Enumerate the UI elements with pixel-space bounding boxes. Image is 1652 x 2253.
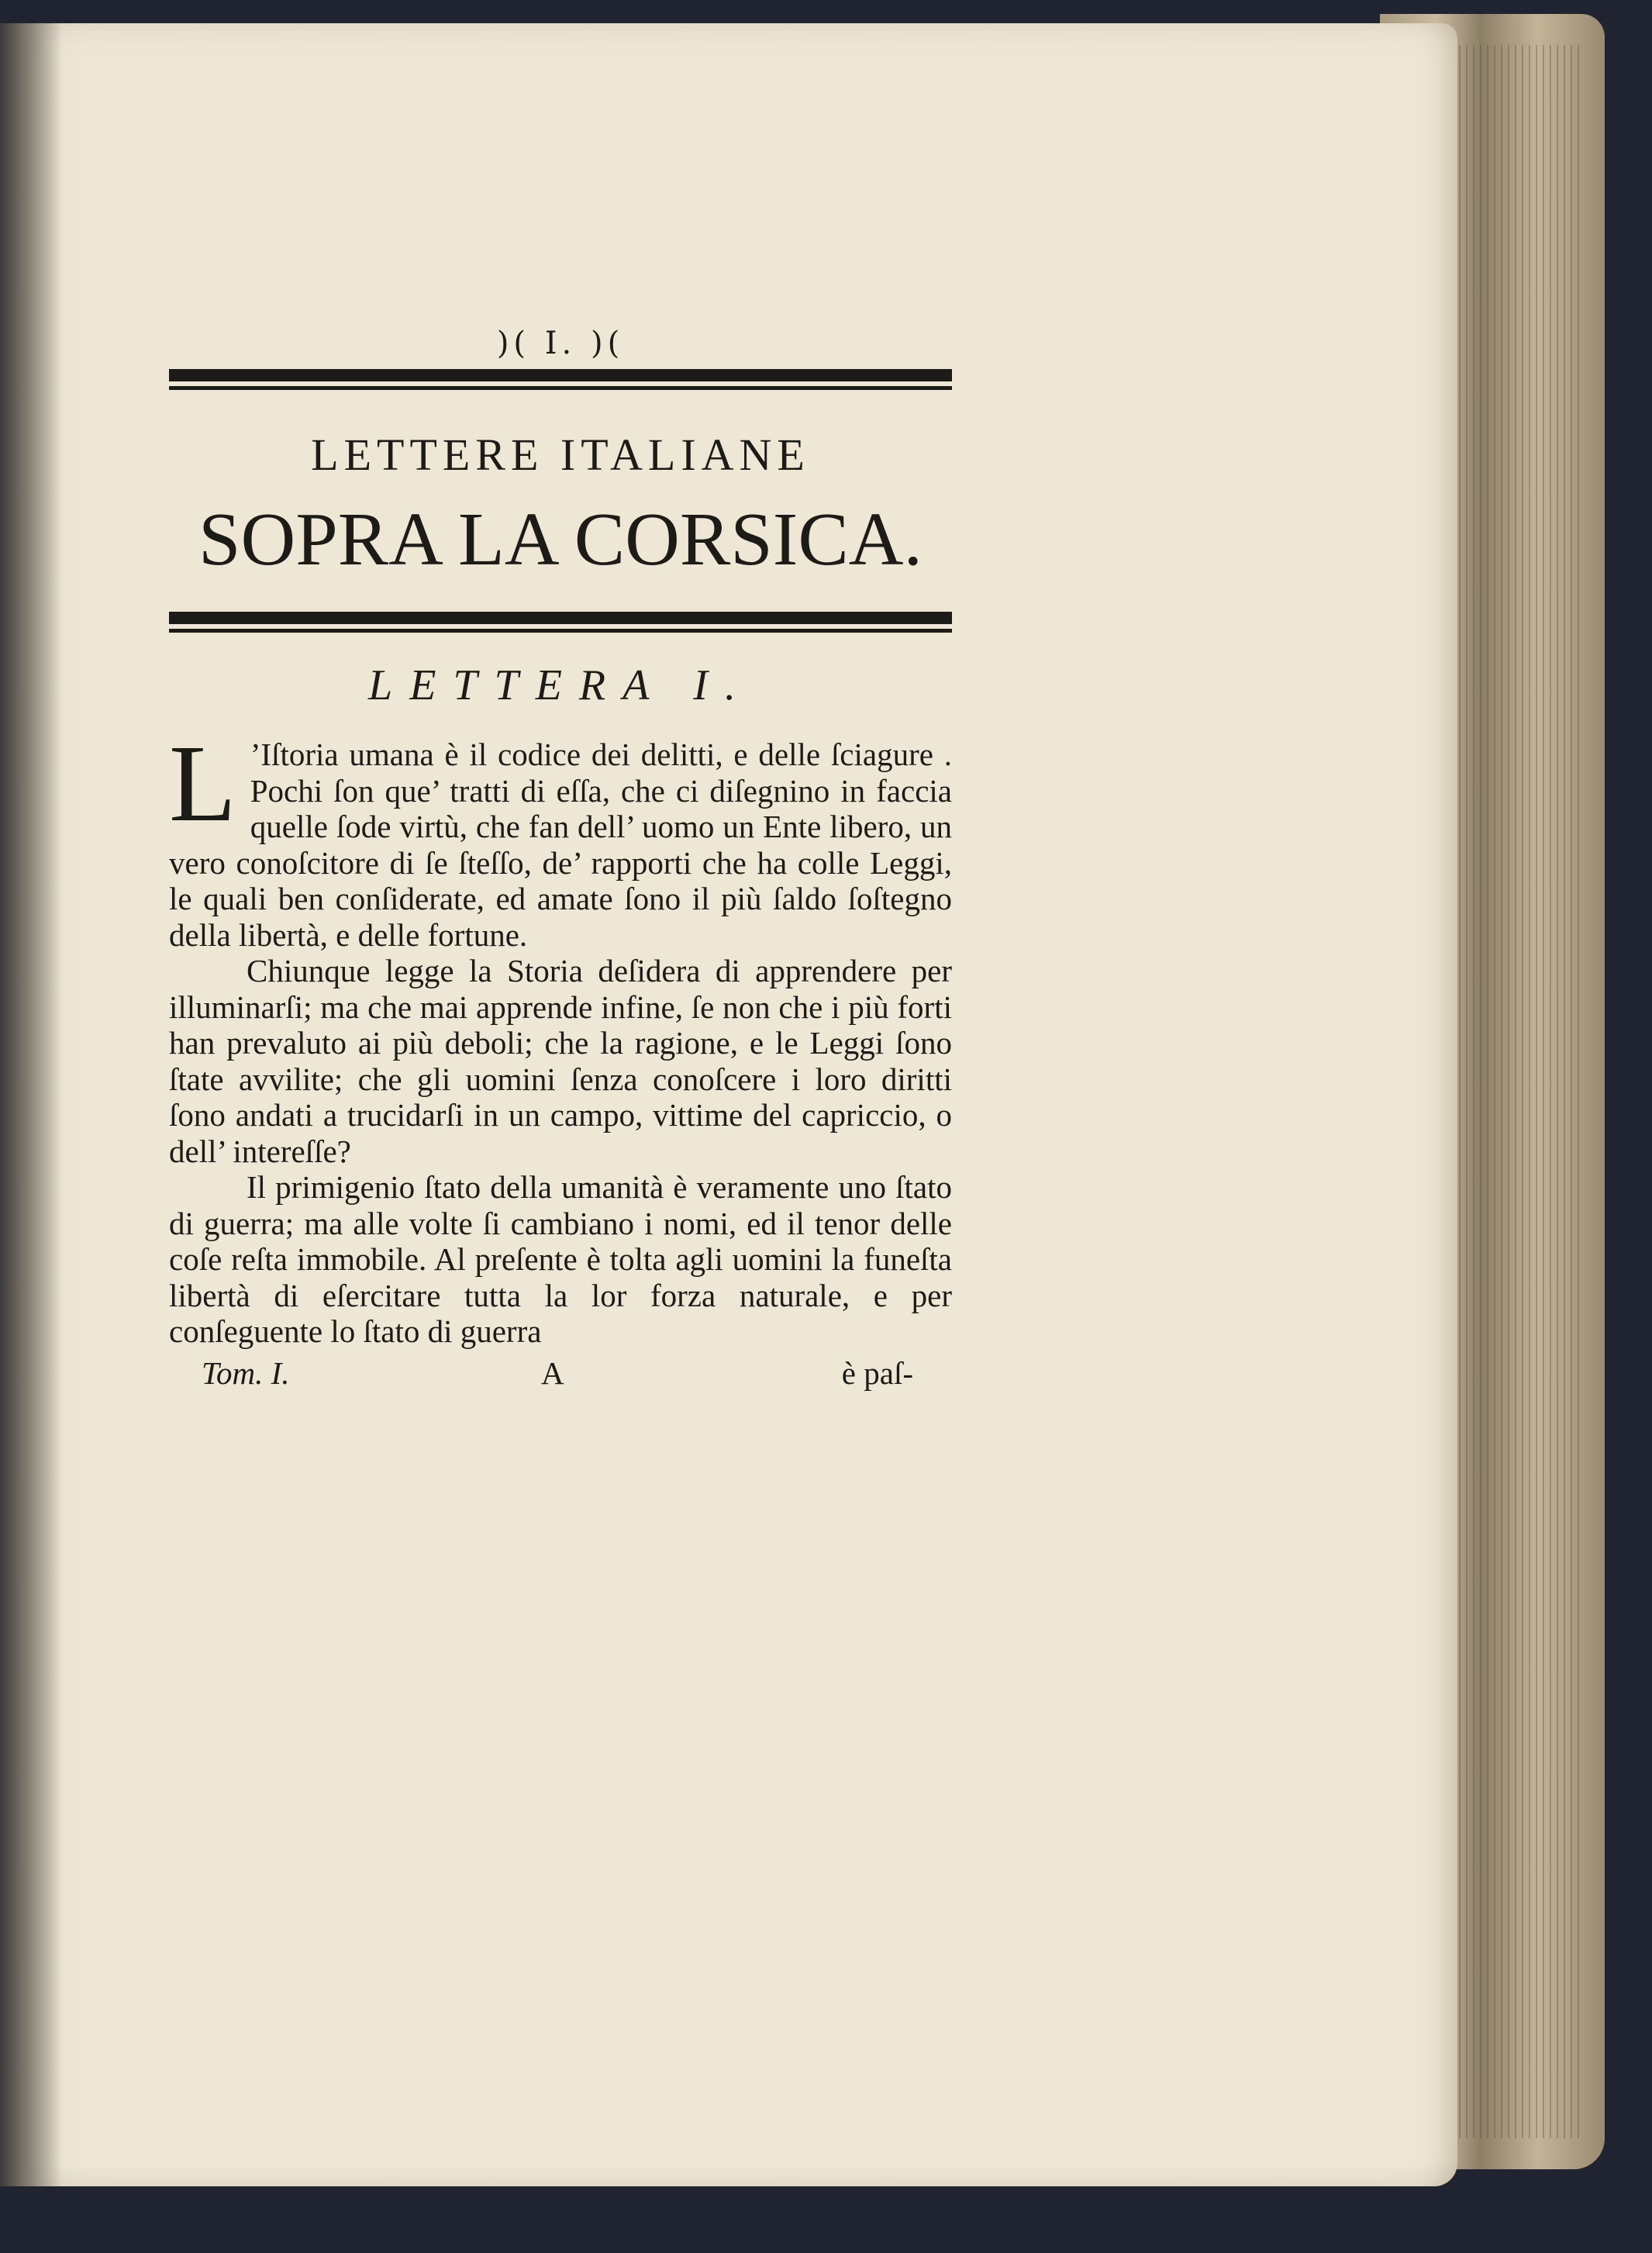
paragraph-2: Chiunque legge la Storia deſidera di apprendere per illuminarſi; ma che mai apprende infine, ſe non che i più forti han prevaluto ai più deboli; che la ragione, e le Leggi ſono ſtate avvilite; che gli uomini ſenza conoſcere i loro diritti ſono andati a trucidarſi in un campo, vittime del capriccio, o dell’ intereſſe? (169, 953, 952, 1169)
heading-lettere-italiane: LETTERE ITALIANE (311, 430, 810, 480)
paragraph-1-text: ’Iſtoria umana è il codice dei delitti, e delle ſciagure . Pochi ſon que’ tratti di eſſa, che ci diſegnino in faccia quelle ſode virtù, che fan dell’ uomo un Ente libero, un vero conoſcitore di ſe ſteſſo, de’ rapporti che ha colle Leggi, le quali ben conſiderate, ed amate ſono il più ſaldo ſoſtegno della libertà, e delle fortune. (169, 737, 952, 953)
paragraph-1 (169, 722, 952, 953)
text-block (169, 326, 952, 1393)
bottom-rule-thick (169, 612, 952, 624)
page-number: )( I. )( (496, 326, 625, 361)
top-rule-thick (169, 369, 952, 381)
catchword: è paſ- (841, 1354, 913, 1391)
bottom-rule-thin (169, 629, 952, 633)
drop-cap: L (169, 722, 236, 844)
volume-signature: Tom. I. (202, 1354, 290, 1391)
book-gutter (0, 23, 62, 2186)
letter-title: LETTERA I. (368, 661, 753, 709)
paragraph-3: Il primigenio ſtato della umanità è veramente uno ſtato di guerra; ma alle volte ſi cambiano i nomi, ed il tenor delle coſe reſta immobile. Al preſente è tolta agli uomini la funeſta libertà di eſercitare tutta la lor forza naturale, e per conſeguente lo ſtato di guerra (169, 1169, 952, 1349)
gathering-signature: A (541, 1354, 564, 1391)
heading-sopra-la-corsica: SOPRA LA CORSICA. (198, 498, 923, 581)
body-text (169, 722, 952, 1350)
page-footer (169, 1354, 952, 1393)
top-rule-thin (169, 386, 952, 390)
